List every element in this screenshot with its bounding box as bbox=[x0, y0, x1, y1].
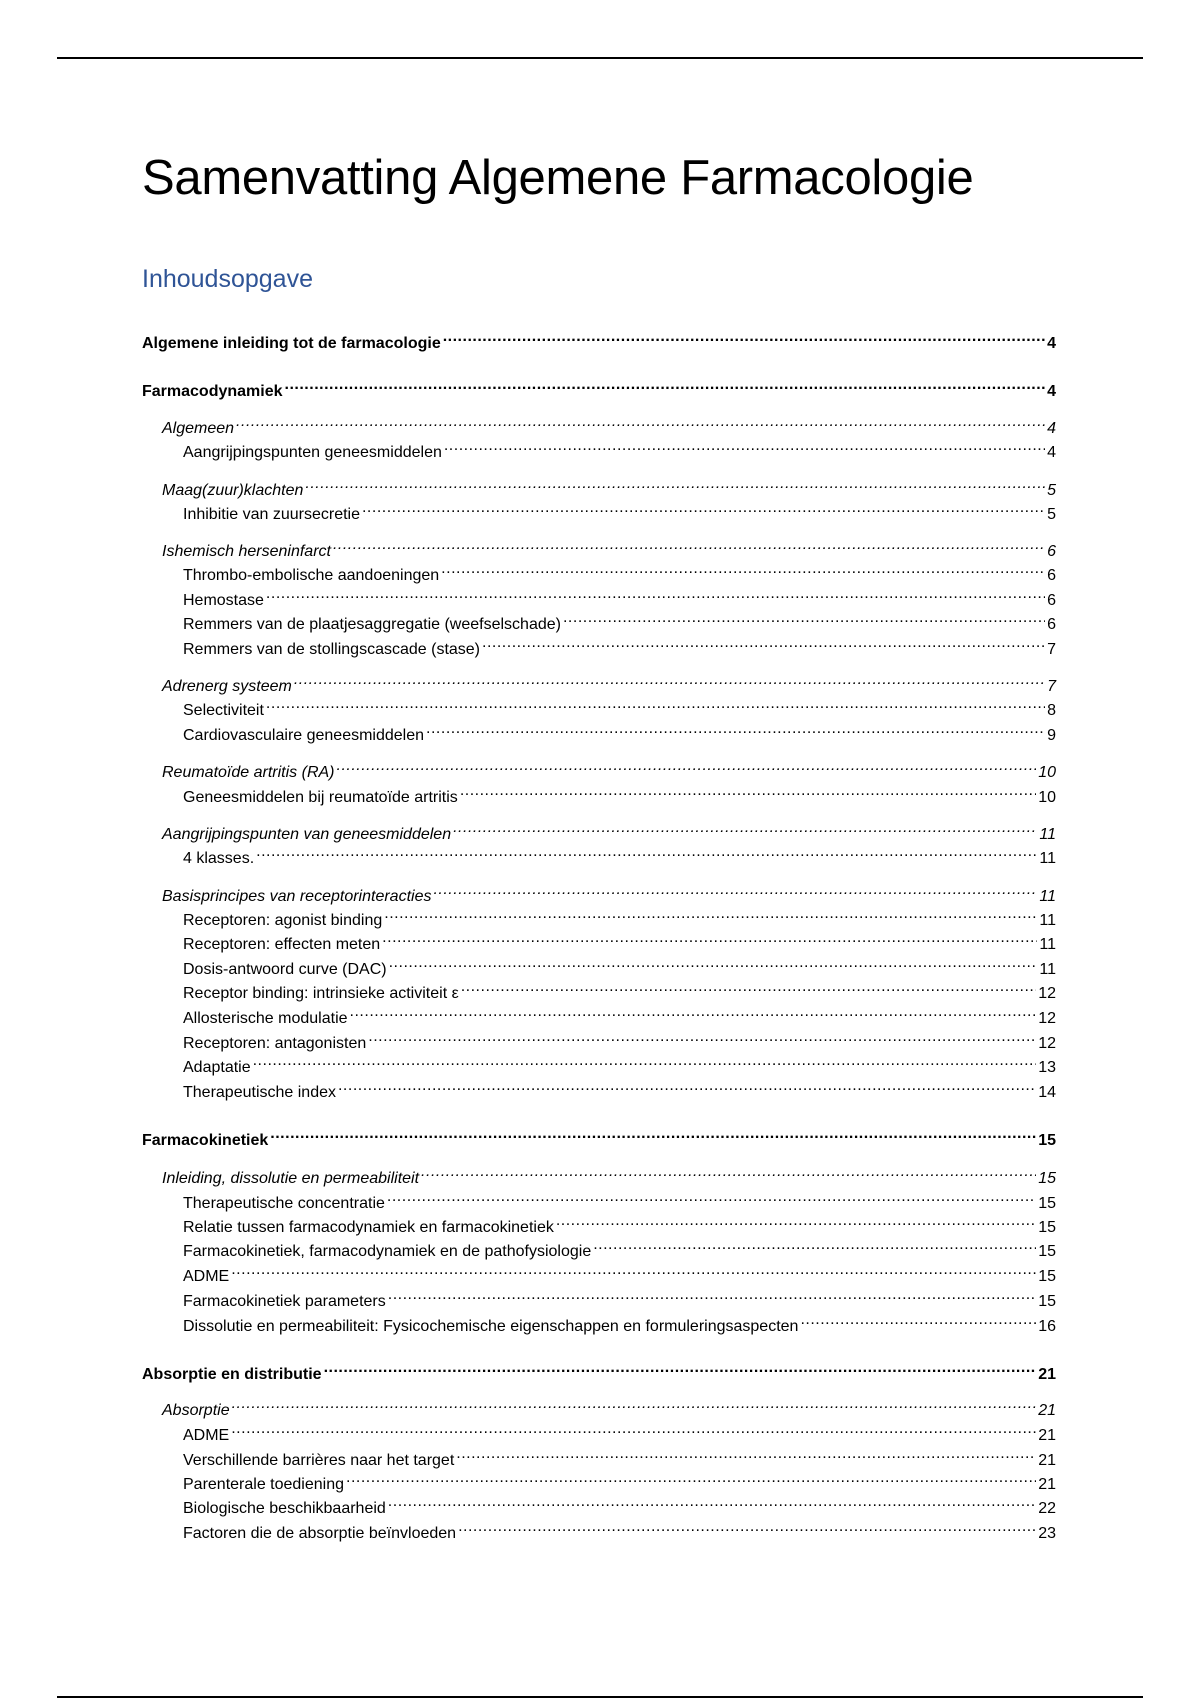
toc-entry-barrieres-target[interactable] bbox=[183, 1443, 1056, 1469]
toc-entry-label: Receptor binding: intrinsieke activiteit ε bbox=[183, 985, 459, 1002]
toc-entry-page: 6 bbox=[1047, 567, 1056, 584]
toc-entry-label: Remmers van de plaatjesaggregatie (weefselschade) bbox=[183, 616, 561, 633]
toc-dot-leader bbox=[337, 755, 1037, 777]
toc-entry-inhibitie-zuursecretie[interactable] bbox=[183, 497, 1056, 523]
toc-dot-leader bbox=[285, 374, 1046, 396]
toc-entry-page: 15 bbox=[1038, 1132, 1056, 1149]
toc-entry-therapeutische-concentratie[interactable] bbox=[183, 1186, 1056, 1212]
toc-entry-page: 21 bbox=[1038, 1366, 1056, 1383]
toc-entry-receptoren-effecten-meten[interactable] bbox=[183, 927, 1056, 953]
toc-entry-label: Inleiding, dissolutie en permeabiliteit bbox=[162, 1170, 420, 1187]
toc-dot-leader bbox=[453, 817, 1037, 839]
toc-entry-page: 13 bbox=[1038, 1059, 1056, 1076]
toc-entry-absorptie[interactable] bbox=[162, 1393, 1056, 1419]
toc-entry-page: 5 bbox=[1047, 482, 1056, 499]
toc-entry-label: Relatie tussen farmacodynamiek en farmacokinetiek bbox=[183, 1219, 554, 1236]
toc-dot-leader bbox=[305, 473, 1045, 495]
document-title: Samenvatting Algemene Farmacologie bbox=[142, 151, 974, 205]
toc-entry-aangrijpingspunten-van-geneesmiddelen[interactable] bbox=[162, 817, 1056, 843]
toc-dot-leader bbox=[368, 1026, 1036, 1048]
toc-entry-label: Farmacokinetiek parameters bbox=[183, 1293, 386, 1310]
toc-entry-page: 11 bbox=[1039, 888, 1056, 905]
toc-entry-label: Remmers van de stollingscascade (stase) bbox=[183, 641, 481, 658]
toc-entry-page: 15 bbox=[1038, 1170, 1056, 1187]
toc-dot-leader bbox=[324, 1357, 1037, 1379]
toc-dot-leader bbox=[389, 952, 1038, 974]
toc-entry-label: Allosterische modulatie bbox=[183, 1010, 348, 1027]
toc-entry-page: 8 bbox=[1047, 702, 1056, 719]
toc-entry-page: 12 bbox=[1038, 985, 1056, 1002]
toc-entry-label: Farmacodynamiek bbox=[142, 383, 283, 400]
toc-entry-page: 15 bbox=[1038, 1243, 1056, 1260]
toc-entry-page: 6 bbox=[1047, 543, 1056, 560]
toc-entry-fk-parameters[interactable] bbox=[183, 1284, 1056, 1310]
toc-entry-page: 21 bbox=[1038, 1452, 1056, 1469]
toc-entry-factoren-absorptie[interactable] bbox=[183, 1516, 1056, 1542]
toc-entry-inleiding-dissolutie[interactable] bbox=[162, 1161, 1056, 1187]
toc-entry-maagzuurklachten[interactable] bbox=[162, 473, 1056, 499]
toc-entry-allosterische-modulatie[interactable] bbox=[183, 1001, 1056, 1027]
toc-dot-leader bbox=[333, 534, 1045, 556]
toc-entry-page: 16 bbox=[1038, 1318, 1056, 1335]
toc-entry-basisprincipes-receptorinteracties[interactable] bbox=[162, 879, 1056, 905]
toc-heading: Inhoudsopgave bbox=[142, 265, 313, 293]
toc-entry-remmers-plaatjesaggregatie[interactable] bbox=[183, 607, 1056, 633]
toc-entry-label: Verschillende barrières naar het target bbox=[183, 1452, 455, 1469]
toc-entry-label: Adaptatie bbox=[183, 1059, 251, 1076]
toc-entry-label: Therapeutische index bbox=[183, 1084, 336, 1101]
toc-dot-leader bbox=[256, 841, 1037, 863]
toc-dot-leader bbox=[338, 1075, 1036, 1097]
toc-entry-label: Geneesmiddelen bij reumatoïde artritis bbox=[183, 789, 458, 806]
toc-entry-label: Reumatoïde artritis (RA) bbox=[162, 764, 335, 781]
toc-entry-label: Farmacokinetiek, farmacodynamiek en de pathofysiologie bbox=[183, 1243, 592, 1260]
toc-entry-page: 4 bbox=[1047, 383, 1056, 400]
toc-dot-leader bbox=[556, 1210, 1036, 1232]
toc-dot-leader bbox=[362, 497, 1045, 519]
toc-entry-geneesmiddelen-ra[interactable] bbox=[183, 780, 1056, 806]
toc-entry-page: 10 bbox=[1038, 789, 1056, 806]
toc-entry-label: Maag(zuur)klachten bbox=[162, 482, 304, 499]
toc-dot-leader bbox=[231, 1259, 1036, 1281]
toc-entry-label: Biologische beschikbaarheid bbox=[183, 1500, 386, 1517]
toc-dot-leader bbox=[231, 1418, 1036, 1440]
toc-entry-page: 11 bbox=[1039, 850, 1056, 867]
toc-dot-leader bbox=[456, 1443, 1036, 1465]
toc-entry-label: Absorptie en distributie bbox=[142, 1366, 322, 1383]
toc-dot-leader bbox=[593, 1234, 1036, 1256]
toc-entry-page: 15 bbox=[1038, 1293, 1056, 1310]
toc-entry-page: 15 bbox=[1038, 1195, 1056, 1212]
toc-entry-receptoren-antagonisten[interactable] bbox=[183, 1026, 1056, 1052]
toc-entry-label: Dosis-antwoord curve (DAC) bbox=[183, 961, 387, 978]
footer-rule bbox=[57, 1696, 1143, 1698]
toc-entry-biologische-beschikbaarheid[interactable] bbox=[183, 1491, 1056, 1517]
toc-dot-leader bbox=[350, 1001, 1037, 1023]
toc-dot-leader bbox=[253, 1050, 1037, 1072]
toc-entry-therapeutische-index[interactable] bbox=[183, 1075, 1056, 1101]
toc-entry-label: ADME bbox=[183, 1268, 230, 1285]
toc-entry-adrenerg-systeem[interactable] bbox=[162, 669, 1056, 695]
toc-entry-absorptie-en-distributie[interactable] bbox=[142, 1357, 1056, 1383]
toc-entry-adaptatie[interactable] bbox=[183, 1050, 1056, 1076]
toc-entry-label: Therapeutische concentratie bbox=[183, 1195, 385, 1212]
toc-dot-leader bbox=[266, 693, 1045, 715]
toc-dot-leader bbox=[461, 976, 1036, 998]
toc-entry-page: 23 bbox=[1038, 1525, 1056, 1542]
toc-dot-leader bbox=[563, 607, 1045, 629]
toc-entry-remmers-stollingscascade[interactable] bbox=[183, 632, 1056, 658]
toc-entry-page: 6 bbox=[1047, 592, 1056, 609]
toc-entry-page: 21 bbox=[1038, 1427, 1056, 1444]
toc-entry-dissolutie-permeabiliteit[interactable] bbox=[183, 1309, 1056, 1335]
toc-entry-fk-fd-pathofysiologie[interactable] bbox=[183, 1234, 1056, 1260]
toc-entry-page: 7 bbox=[1047, 641, 1056, 658]
toc-entry-farmacodynamiek[interactable] bbox=[142, 374, 1056, 400]
toc-dot-leader bbox=[388, 1284, 1036, 1306]
toc-dot-leader bbox=[433, 879, 1037, 901]
toc-dot-leader bbox=[443, 326, 1045, 348]
toc-dot-leader bbox=[384, 903, 1037, 925]
toc-entry-page: 12 bbox=[1038, 1010, 1056, 1027]
toc-dot-leader bbox=[294, 669, 1045, 691]
toc-dot-leader bbox=[482, 632, 1045, 654]
toc-entry-page: 22 bbox=[1038, 1500, 1056, 1517]
toc-dot-leader bbox=[421, 1161, 1036, 1183]
toc-entry-page: 21 bbox=[1038, 1476, 1056, 1493]
toc-entry-thrombo-embolische[interactable] bbox=[183, 558, 1056, 584]
toc-entry-page: 15 bbox=[1038, 1268, 1056, 1285]
toc-entry-intrinsieke-activiteit[interactable] bbox=[183, 976, 1056, 1002]
toc-dot-leader bbox=[387, 1186, 1036, 1208]
toc-dot-leader bbox=[382, 927, 1037, 949]
toc-entry-label: Factoren die de absorptie beïnvloeden bbox=[183, 1525, 457, 1542]
toc-dot-leader bbox=[270, 1123, 1036, 1145]
toc-entry-label: Receptoren: antagonisten bbox=[183, 1035, 367, 1052]
toc-entry-page: 12 bbox=[1038, 1035, 1056, 1052]
toc-entry-page: 21 bbox=[1038, 1402, 1056, 1419]
toc-entry-label: Algemene inleiding tot de farmacologie bbox=[142, 335, 441, 352]
toc-entry-page: 11 bbox=[1039, 826, 1056, 843]
toc-entry-label: Dissolutie en permeabiliteit: Fysicochemische eigenschappen en formuleringsaspecten bbox=[183, 1318, 799, 1335]
toc-dot-leader bbox=[346, 1467, 1036, 1489]
toc-entry-algemene-inleiding[interactable] bbox=[142, 326, 1056, 352]
toc-entry-label: Farmacokinetiek bbox=[142, 1132, 269, 1149]
toc-entry-page: 11 bbox=[1039, 936, 1056, 953]
toc-entry-page: 6 bbox=[1047, 616, 1056, 633]
toc-entry-label: Aangrijpingspunten geneesmiddelen bbox=[183, 444, 442, 461]
toc-entry-label: Algemeen bbox=[162, 420, 235, 437]
toc-entry-page: 4 bbox=[1047, 444, 1056, 461]
toc-entry-relatie-fd-fk[interactable] bbox=[183, 1210, 1056, 1236]
toc-entry-label: Ishemisch herseninfarct bbox=[162, 543, 331, 560]
toc-entry-page: 4 bbox=[1047, 335, 1056, 352]
toc-dot-leader bbox=[426, 718, 1045, 740]
toc-entry-label: Receptoren: effecten meten bbox=[183, 936, 381, 953]
toc-entry-page: 11 bbox=[1039, 912, 1056, 929]
toc-entry-adme-absorptie[interactable] bbox=[183, 1418, 1056, 1444]
toc-entry-ishemisch-herseninfarct[interactable] bbox=[162, 534, 1056, 560]
header-rule bbox=[57, 57, 1143, 59]
toc-entry-page: 14 bbox=[1038, 1084, 1056, 1101]
toc-entry-parenterale-toediening[interactable] bbox=[183, 1467, 1056, 1493]
toc-entry-selectiviteit[interactable] bbox=[183, 693, 1056, 719]
toc-entry-dosis-antwoord-curve[interactable] bbox=[183, 952, 1056, 978]
toc-entry-label: Aangrijpingspunten van geneesmiddelen bbox=[162, 826, 452, 843]
toc-entry-page: 9 bbox=[1047, 727, 1056, 744]
toc-entry-label: Absorptie bbox=[162, 1402, 230, 1419]
toc-dot-leader bbox=[444, 435, 1045, 457]
toc-entry-reumatoide-artritis[interactable] bbox=[162, 755, 1056, 781]
toc-dot-leader bbox=[236, 411, 1045, 433]
toc-entry-label: Inhibitie van zuursecretie bbox=[183, 506, 360, 523]
toc-entry-adme[interactable] bbox=[183, 1259, 1056, 1285]
toc-entry-hemostase[interactable] bbox=[183, 583, 1056, 609]
toc-dot-leader bbox=[460, 780, 1036, 802]
toc-dot-leader bbox=[266, 583, 1045, 605]
toc-dot-leader bbox=[800, 1309, 1036, 1331]
toc-entry-receptoren-agonist-binding[interactable] bbox=[183, 903, 1056, 929]
toc-entry-farmacokinetiek[interactable] bbox=[142, 1123, 1056, 1149]
toc-entry-page: 4 bbox=[1047, 420, 1056, 437]
toc-dot-leader bbox=[388, 1491, 1036, 1513]
toc-entry-page: 15 bbox=[1038, 1219, 1056, 1236]
toc-entry-label: 4 klasses. bbox=[183, 850, 255, 867]
toc-dot-leader bbox=[232, 1393, 1037, 1415]
toc-entry-label: Parenterale toediening bbox=[183, 1476, 345, 1493]
toc-entry-label: Hemostase bbox=[183, 592, 264, 609]
toc-dot-leader bbox=[458, 1516, 1036, 1538]
toc-entry-algemeen[interactable] bbox=[162, 411, 1056, 437]
toc-entry-label: Selectiviteit bbox=[183, 702, 264, 719]
toc-entry-page: 11 bbox=[1039, 961, 1056, 978]
toc-entry-label: Adrenerg systeem bbox=[162, 678, 292, 695]
toc-entry-page: 7 bbox=[1047, 678, 1056, 695]
toc-entry-page: 5 bbox=[1047, 506, 1056, 523]
toc-entry-cardiovasculaire-geneesmiddelen[interactable] bbox=[183, 718, 1056, 744]
toc-dot-leader bbox=[441, 558, 1045, 580]
toc-entry-page: 10 bbox=[1038, 764, 1056, 781]
toc-entry-label: ADME bbox=[183, 1427, 230, 1444]
toc-entry-label: Cardiovasculaire geneesmiddelen bbox=[183, 727, 425, 744]
toc-entry-label: Basisprincipes van receptorinteracties bbox=[162, 888, 432, 905]
toc-entry-4-klasses[interactable] bbox=[183, 841, 1056, 867]
toc-entry-label: Thrombo-embolische aandoeningen bbox=[183, 567, 440, 584]
toc-entry-label: Receptoren: agonist binding bbox=[183, 912, 383, 929]
toc-entry-aangrijpingspunten-geneesmiddelen[interactable] bbox=[183, 435, 1056, 461]
